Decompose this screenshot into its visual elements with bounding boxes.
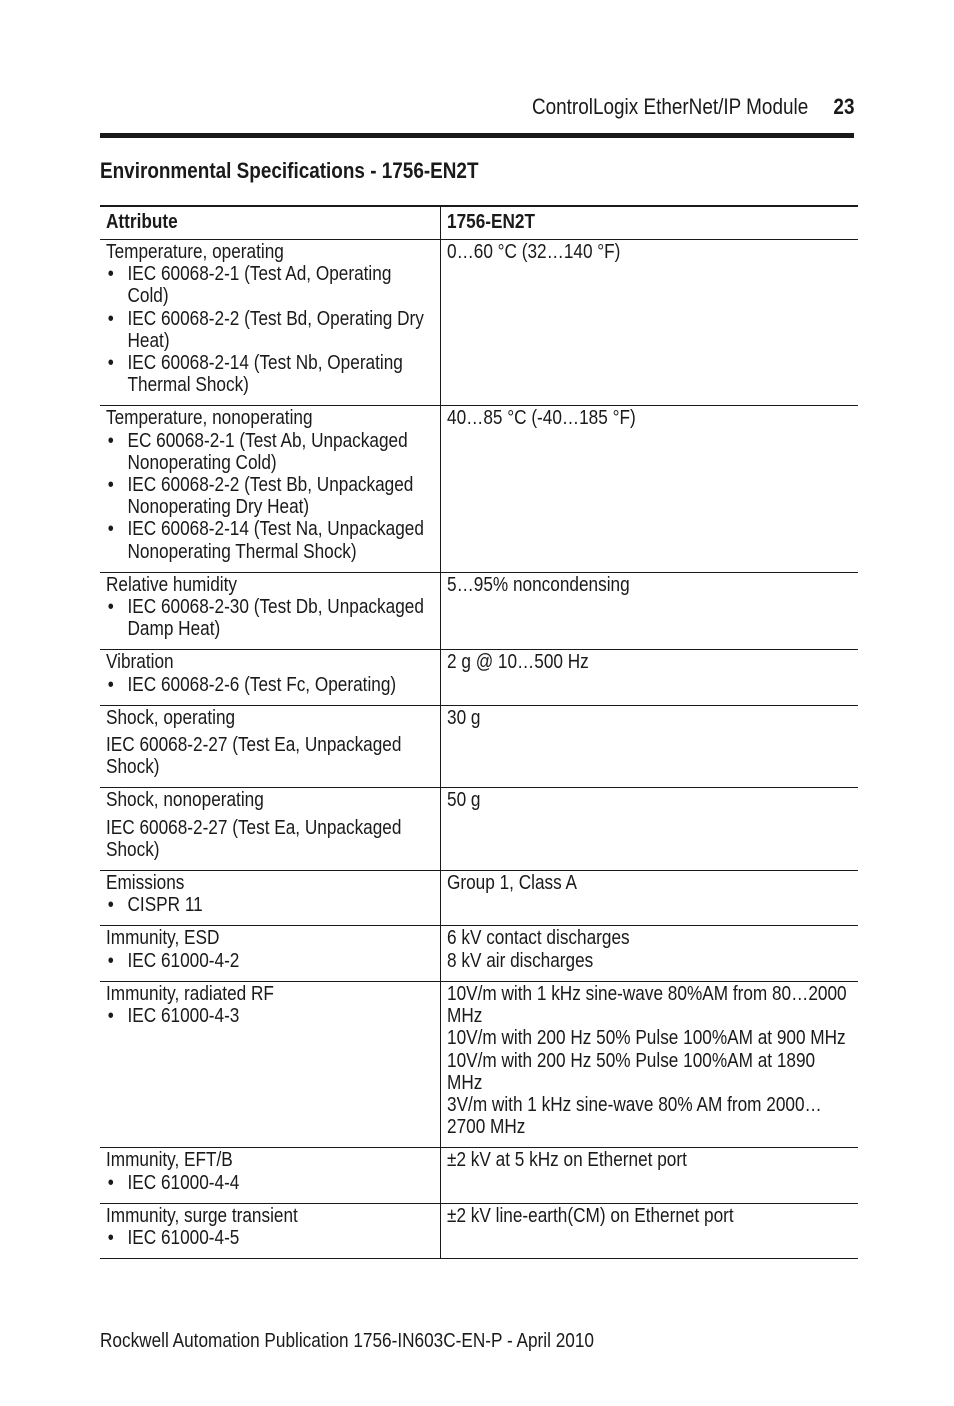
attribute-cell (100, 1203, 440, 1258)
spec-value: ±2 kV line-earth(CM) on Ethernet port (446, 1204, 734, 1227)
standard-item: • IEC 60068-2-14 (Test Nb, Operating Thermal Shock) (106, 352, 433, 396)
spec-value: 40…85 °C (-40…185 °F) (446, 407, 636, 430)
standard-item: • IEC 60068-2-14 (Test Na, Unpackaged Nonoperating Thermal Shock) (106, 518, 433, 562)
standard-item: • IEC 61000-4-5 (106, 1227, 433, 1249)
column-header-attribute (100, 206, 440, 240)
value-cell (440, 240, 858, 406)
attribute-name: Immunity, ESD (106, 927, 220, 950)
header-title: ControlLogix EtherNet/IP Module (531, 94, 808, 119)
spec-value: 0…60 °C (32…140 °F) (446, 241, 620, 263)
standards-list (106, 263, 433, 396)
attribute-name: Shock, operating (106, 706, 236, 729)
value-cell (440, 705, 858, 788)
spec-value: 10V/m with 200 Hz 50% Pulse 100%AM at 1890 MHz (446, 1049, 815, 1094)
spec-value: 8 kV air discharges (446, 949, 593, 972)
standard-item: • IEC 60068-2-2 (Test Bb, Unpackaged Nonoperating Dry Heat) (106, 474, 433, 518)
attribute-name: Vibration (106, 651, 174, 674)
spec-value: 50 g (446, 789, 480, 812)
table-row (100, 650, 858, 705)
spec-table (100, 205, 858, 1259)
column-header-model-label: 1756-EN2T (446, 210, 535, 233)
table-row (100, 1203, 858, 1258)
attribute-cell (100, 705, 440, 788)
standard-item: • CISPR 11 (106, 894, 433, 916)
attribute-name: Immunity, surge transient (106, 1204, 298, 1227)
attribute-name: Immunity, EFT/B (106, 1149, 233, 1172)
table-row (100, 572, 858, 650)
attribute-cell (100, 650, 440, 705)
standard-item: • IEC 61000-4-3 (106, 1005, 433, 1027)
attribute-name: Immunity, radiated RF (106, 982, 274, 1005)
spec-value: Group 1, Class A (446, 872, 577, 895)
standards-list (106, 1172, 433, 1194)
standards-list (106, 1005, 433, 1027)
column-header-attribute-label: Attribute (106, 210, 178, 233)
standard-item: • EC 60068-2-1 (Test Ab, Unpackaged Nonoperating Cold) (106, 430, 433, 474)
value-cell (440, 926, 858, 981)
standards-list (106, 596, 433, 640)
table-row (100, 871, 858, 926)
standard-item: • IEC 61000-4-2 (106, 950, 433, 972)
page-number: 23 (832, 94, 854, 119)
standard-item: • IEC 60068-2-1 (Test Ad, Operating Cold) (106, 263, 433, 307)
spec-table-body (100, 240, 858, 1259)
standard-note: IEC 60068-2-27 (Test Ea, Unpackaged Shock) (106, 734, 402, 779)
spec-value: 6 kV contact discharges (446, 927, 630, 950)
spec-value: 30 g (446, 706, 480, 729)
value-cell (440, 572, 858, 650)
table-row (100, 981, 858, 1147)
table-row (100, 1148, 858, 1203)
standard-item: • IEC 60068-2-2 (Test Bd, Operating Dry Heat) (106, 308, 433, 352)
attribute-cell (100, 871, 440, 926)
table-row (100, 788, 858, 871)
standards-list (106, 894, 433, 916)
attribute-cell (100, 926, 440, 981)
attribute-cell (100, 981, 440, 1147)
attribute-cell (100, 406, 440, 572)
value-cell (440, 1148, 858, 1203)
standard-item: • IEC 60068-2-30 (Test Db, Unpackaged Damp Heat) (106, 596, 433, 640)
attribute-cell (100, 788, 440, 871)
spec-value: 5…95% noncondensing (446, 573, 630, 596)
standard-note: IEC 60068-2-27 (Test Ea, Unpackaged Shock) (106, 816, 402, 861)
spec-value: 10V/m with 200 Hz 50% Pulse 100%AM at 900 MHz (446, 1027, 846, 1050)
spec-value: 10V/m with 1 kHz sine-wave 80%AM from 80…2000 MHz (446, 982, 847, 1028)
table-row (100, 926, 858, 981)
attribute-cell (100, 572, 440, 650)
section-title: Environmental Specifications - 1756-EN2T (100, 158, 479, 183)
attribute-cell (100, 1148, 440, 1203)
standard-item: • IEC 60068-2-6 (Test Fc, Operating) (106, 674, 433, 696)
standards-list (106, 430, 433, 563)
page-header (100, 92, 854, 126)
value-cell (440, 406, 858, 572)
standards-list (106, 950, 433, 972)
value-cell (440, 1203, 858, 1258)
attribute-name: Shock, nonoperating (106, 789, 264, 812)
attribute-name: Temperature, operating (106, 241, 284, 263)
attribute-name: Temperature, nonoperating (106, 407, 313, 430)
value-cell (440, 871, 858, 926)
standards-list (106, 1227, 433, 1249)
spec-value: 2 g @ 10…500 Hz (446, 651, 589, 674)
table-header-row (100, 206, 858, 240)
table-row (100, 705, 858, 788)
table-row (100, 406, 858, 572)
value-cell (440, 981, 858, 1147)
value-cell (440, 650, 858, 705)
spec-value: ±2 kV at 5 kHz on Ethernet port (446, 1149, 687, 1172)
table-row (100, 240, 858, 406)
spec-value: 3V/m with 1 kHz sine-wave 80% AM from 2000…2700 MHz (446, 1093, 822, 1139)
attribute-name: Emissions (106, 872, 185, 895)
footer-publication: Rockwell Automation Publication 1756-IN603C-EN-P - April 2010 (100, 1330, 594, 1352)
standards-list (106, 674, 433, 696)
attribute-cell (100, 240, 440, 406)
standard-item: • IEC 61000-4-4 (106, 1172, 433, 1194)
column-header-model (440, 206, 858, 240)
value-cell (440, 788, 858, 871)
attribute-name: Relative humidity (106, 573, 237, 596)
header-rule (100, 133, 854, 138)
